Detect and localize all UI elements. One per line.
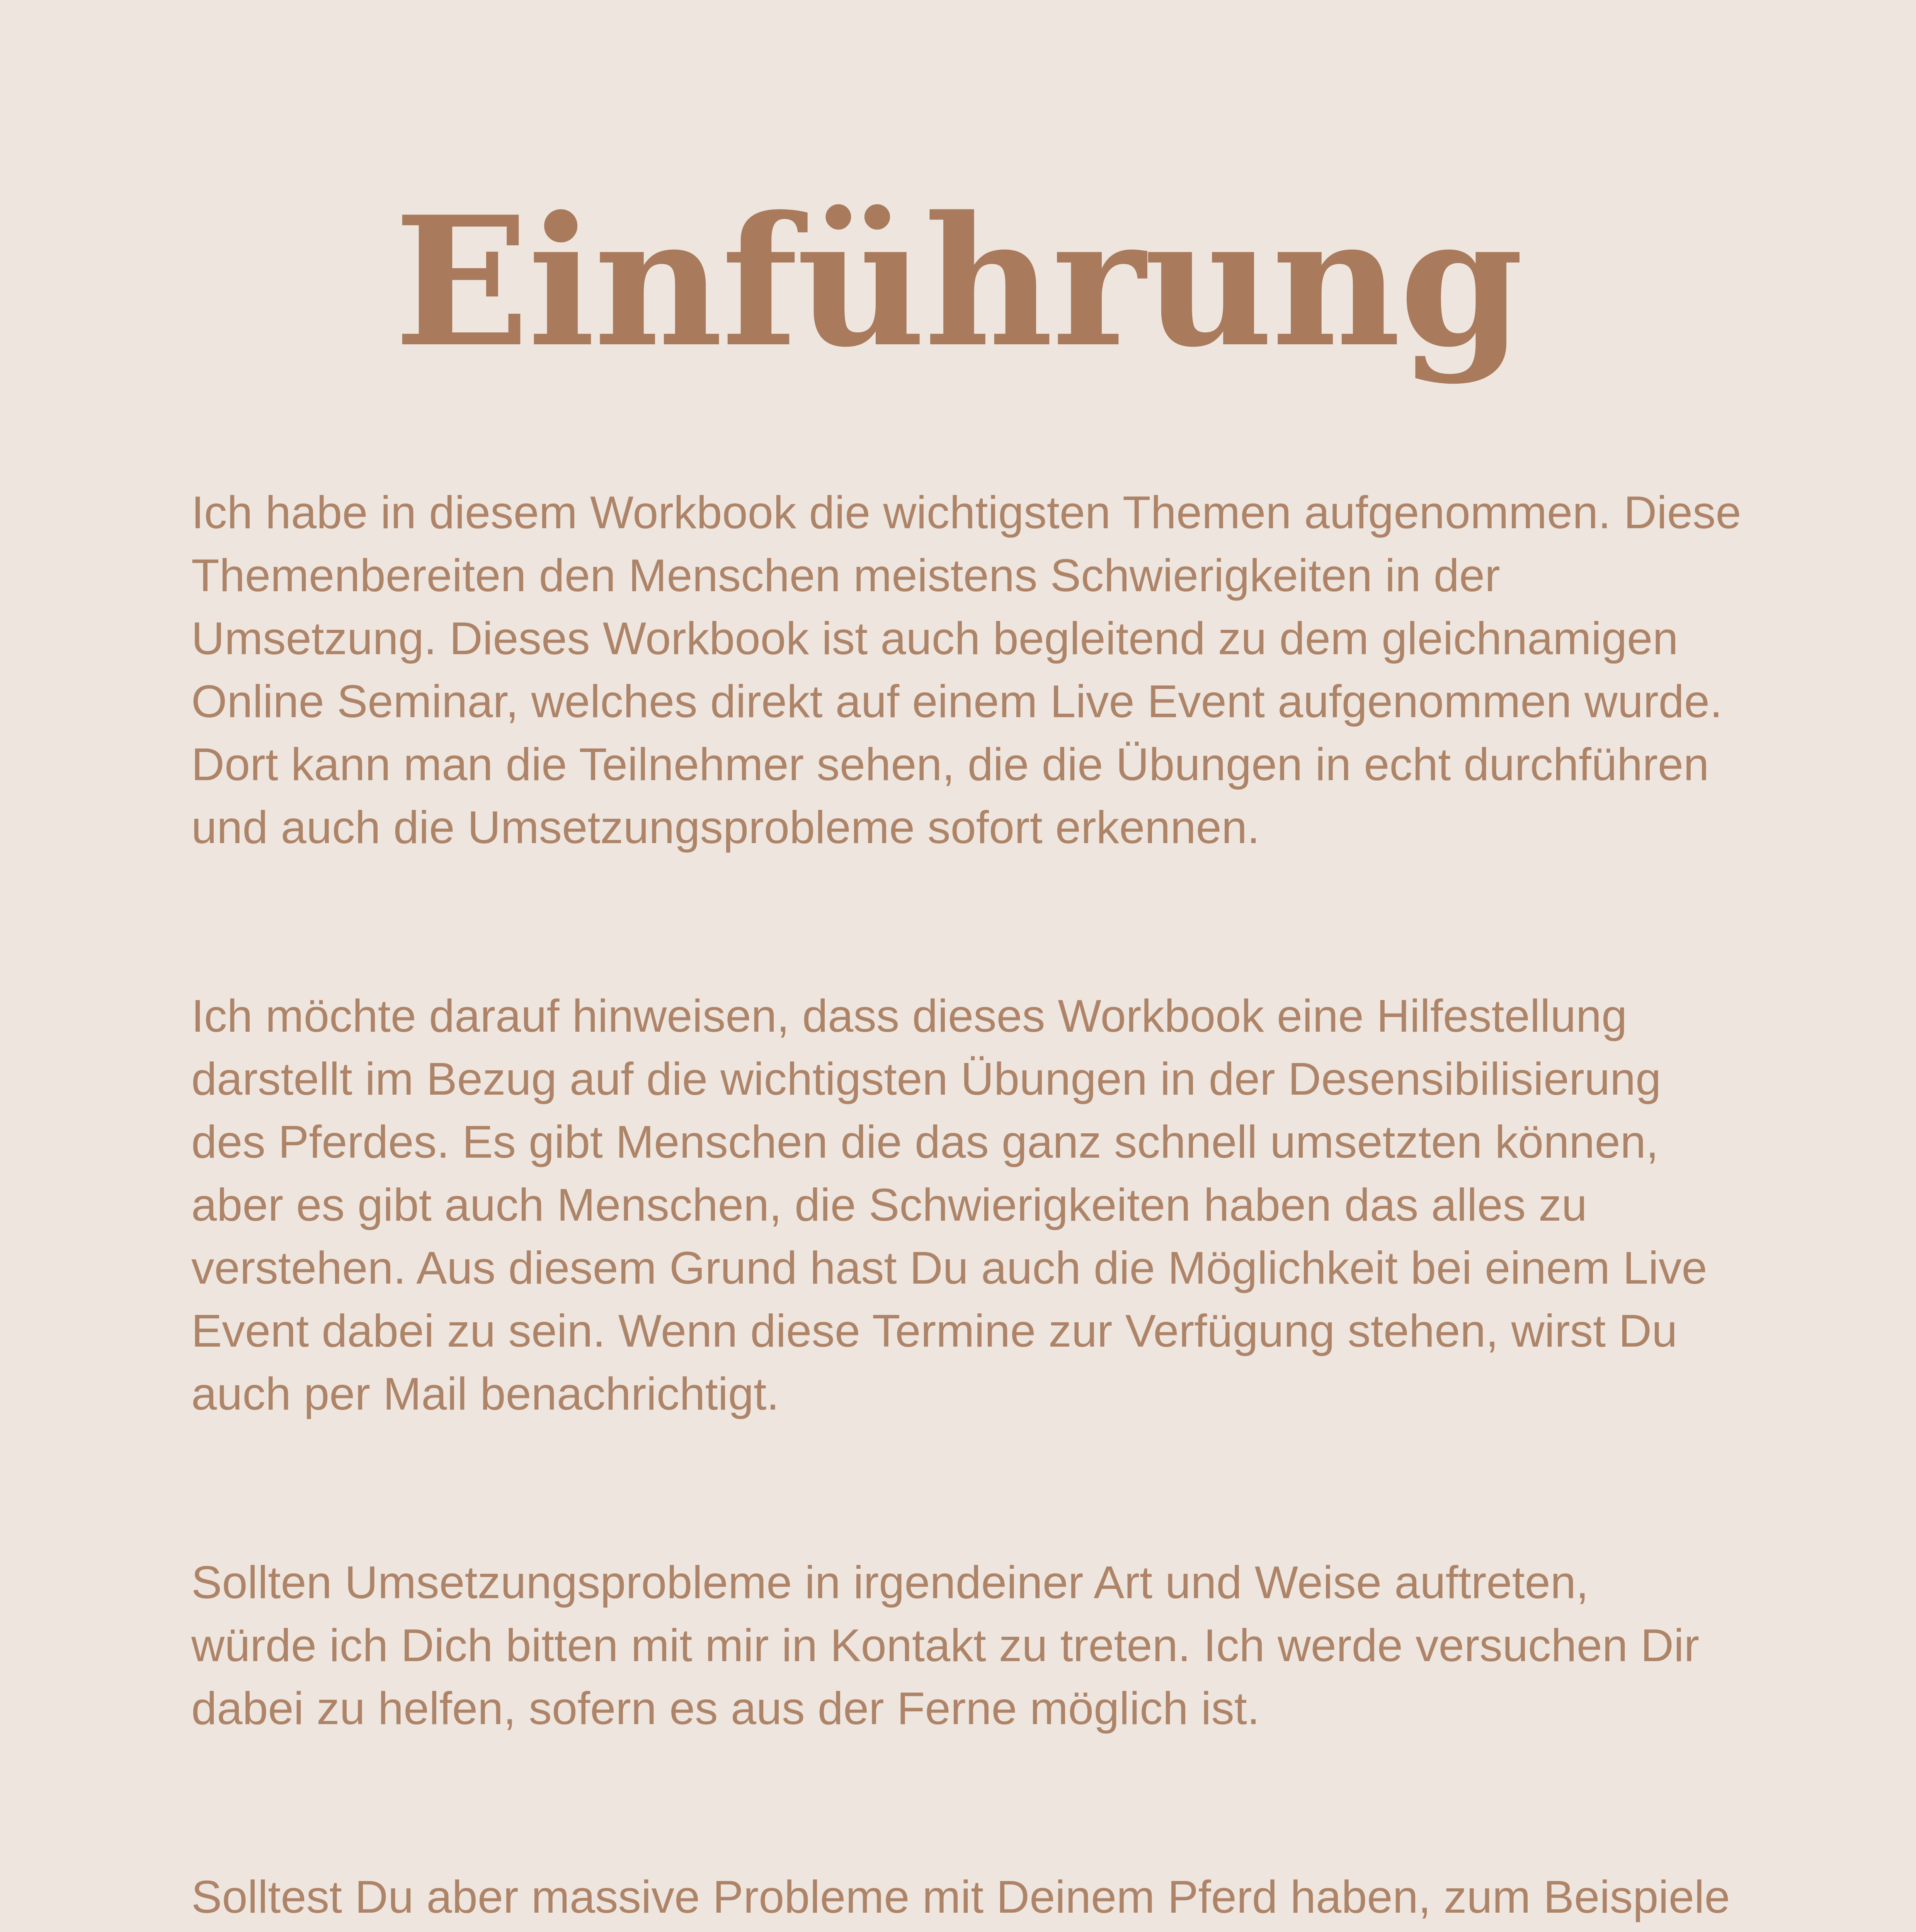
body-text (191, 481, 1783, 1932)
paragraph-workbook-help: Ich möchte darauf hinweisen, dass dieses Workbook eine Hilfestellung darstellt im Bezug auf die wichtigsten Übungen in der Desensibilisierung des Pferdes. Es gibt Menschen die das ganz schnell umsetzten können, aber es gibt auch Menschen, die Schwierigkeiten haben das alles zu verstehen. Aus diesem Grund hast Du auch die Möglichkeit bei einem Live Event dabei zu sein. Wenn diese Termine zur Verfügung stehen, wirst Du auch per Mail benachrichtigt. (191, 990, 1707, 1420)
paragraph-contact: Sollten Umsetzungsprobleme in irgendeiner Art und Weise auftreten, würde ich Dich bitten mit mir in Kontakt zu treten. Ich werde versuchen Dir dabei zu helfen, sofern es aus der Ferne möglich ist. (191, 1557, 1700, 1734)
paragraph-intro: Ich habe in diesem Workbook die wichtigsten Themen aufgenommen. Diese Themenbereiten den Menschen meistens Schwierigkeiten in der Umsetzung. Dieses Workbook ist auch begleitend zu dem gleichnamigen Online Seminar, welches direkt auf einem Live Event aufgenommen wurde. Dort kann man die Teilnehmer sehen, die die Übungen in echt durchführen und auch die Umsetzungsprobleme sofort erkennen. (191, 487, 1741, 853)
paragraph-personal-coaching: Solltest Du aber massive Probleme mit Deinem Pferd haben, zum Beispiele (191, 1871, 1730, 1923)
page-title: Einführung (394, 178, 1522, 386)
